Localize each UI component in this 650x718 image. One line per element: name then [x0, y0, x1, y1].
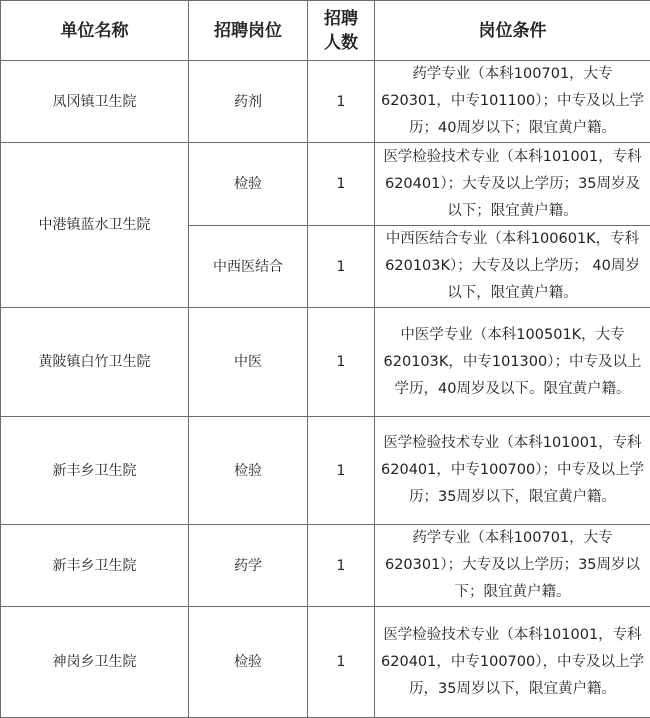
position-cell: 药学: [189, 525, 308, 607]
table-row: [1, 143, 650, 226]
table-row: [1, 417, 650, 525]
header-conditions: 岗位条件: [375, 1, 650, 61]
unit-cell: 黄陂镇白竹卫生院: [1, 308, 189, 417]
table-row: [1, 525, 650, 607]
position-cell: 中西医结合: [189, 226, 308, 308]
conditions-cell: 医学检验技术专业（本科101001，专科620401）；大专及以上学历；35周岁及以下；限宜黄户籍。: [375, 143, 650, 226]
conditions-cell: 医学检验技术专业（本科101001，专科620401，中专100700）；中专及以上学历；35周岁以下，限宜黄户籍。: [375, 417, 650, 525]
table-row: [1, 308, 650, 417]
conditions-cell: 医学检验技术专业（本科101001，专科620401，中专100700），中专及以上学历，35周岁以下，限宜黄户籍。: [375, 607, 650, 718]
unit-cell: 神岗乡卫生院: [1, 607, 189, 718]
count-cell: 1: [308, 417, 375, 525]
position-cell: 中医: [189, 308, 308, 417]
header-unit: 单位名称: [1, 1, 189, 61]
unit-cell: 凤冈镇卫生院: [1, 61, 189, 143]
count-cell: 1: [308, 525, 375, 607]
count-cell: 1: [308, 143, 375, 226]
count-cell: 1: [308, 308, 375, 417]
unit-cell: 中港镇蓝水卫生院: [1, 143, 189, 308]
header-count-line2: 人数: [324, 32, 358, 53]
header-row: [1, 1, 650, 61]
count-cell: 1: [308, 607, 375, 718]
header-count-line1: 招聘: [324, 8, 358, 29]
table-row: [1, 61, 650, 143]
count-cell: 1: [308, 61, 375, 143]
position-cell: 药剂: [189, 61, 308, 143]
header-count: [308, 1, 375, 61]
conditions-cell: 中医学专业（本科100501K，大专620103K，中专101300）；中专及以上学历，40周岁及以下。限宜黄户籍。: [375, 308, 650, 417]
conditions-cell: 中西医结合专业（本科100601K，专科620103K）；大专及以上学历； 40周岁以下，限宜黄户籍。: [375, 226, 650, 308]
unit-cell: 新丰乡卫生院: [1, 417, 189, 525]
conditions-cell: 药学专业（本科100701，大专620301）；大专及以上学历；35周岁以下；限宜黄户籍。: [375, 525, 650, 607]
position-cell: 检验: [189, 607, 308, 718]
table-row: [1, 607, 650, 718]
conditions-cell: 药学专业（本科100701，大专620301，中专101100）；中专及以上学历；40周岁以下；限宜黄户籍。: [375, 61, 650, 143]
header-position: 招聘岗位: [189, 1, 308, 61]
position-cell: 检验: [189, 417, 308, 525]
unit-cell: 新丰乡卫生院: [1, 525, 189, 607]
count-cell: 1: [308, 226, 375, 308]
position-cell: 检验: [189, 143, 308, 226]
